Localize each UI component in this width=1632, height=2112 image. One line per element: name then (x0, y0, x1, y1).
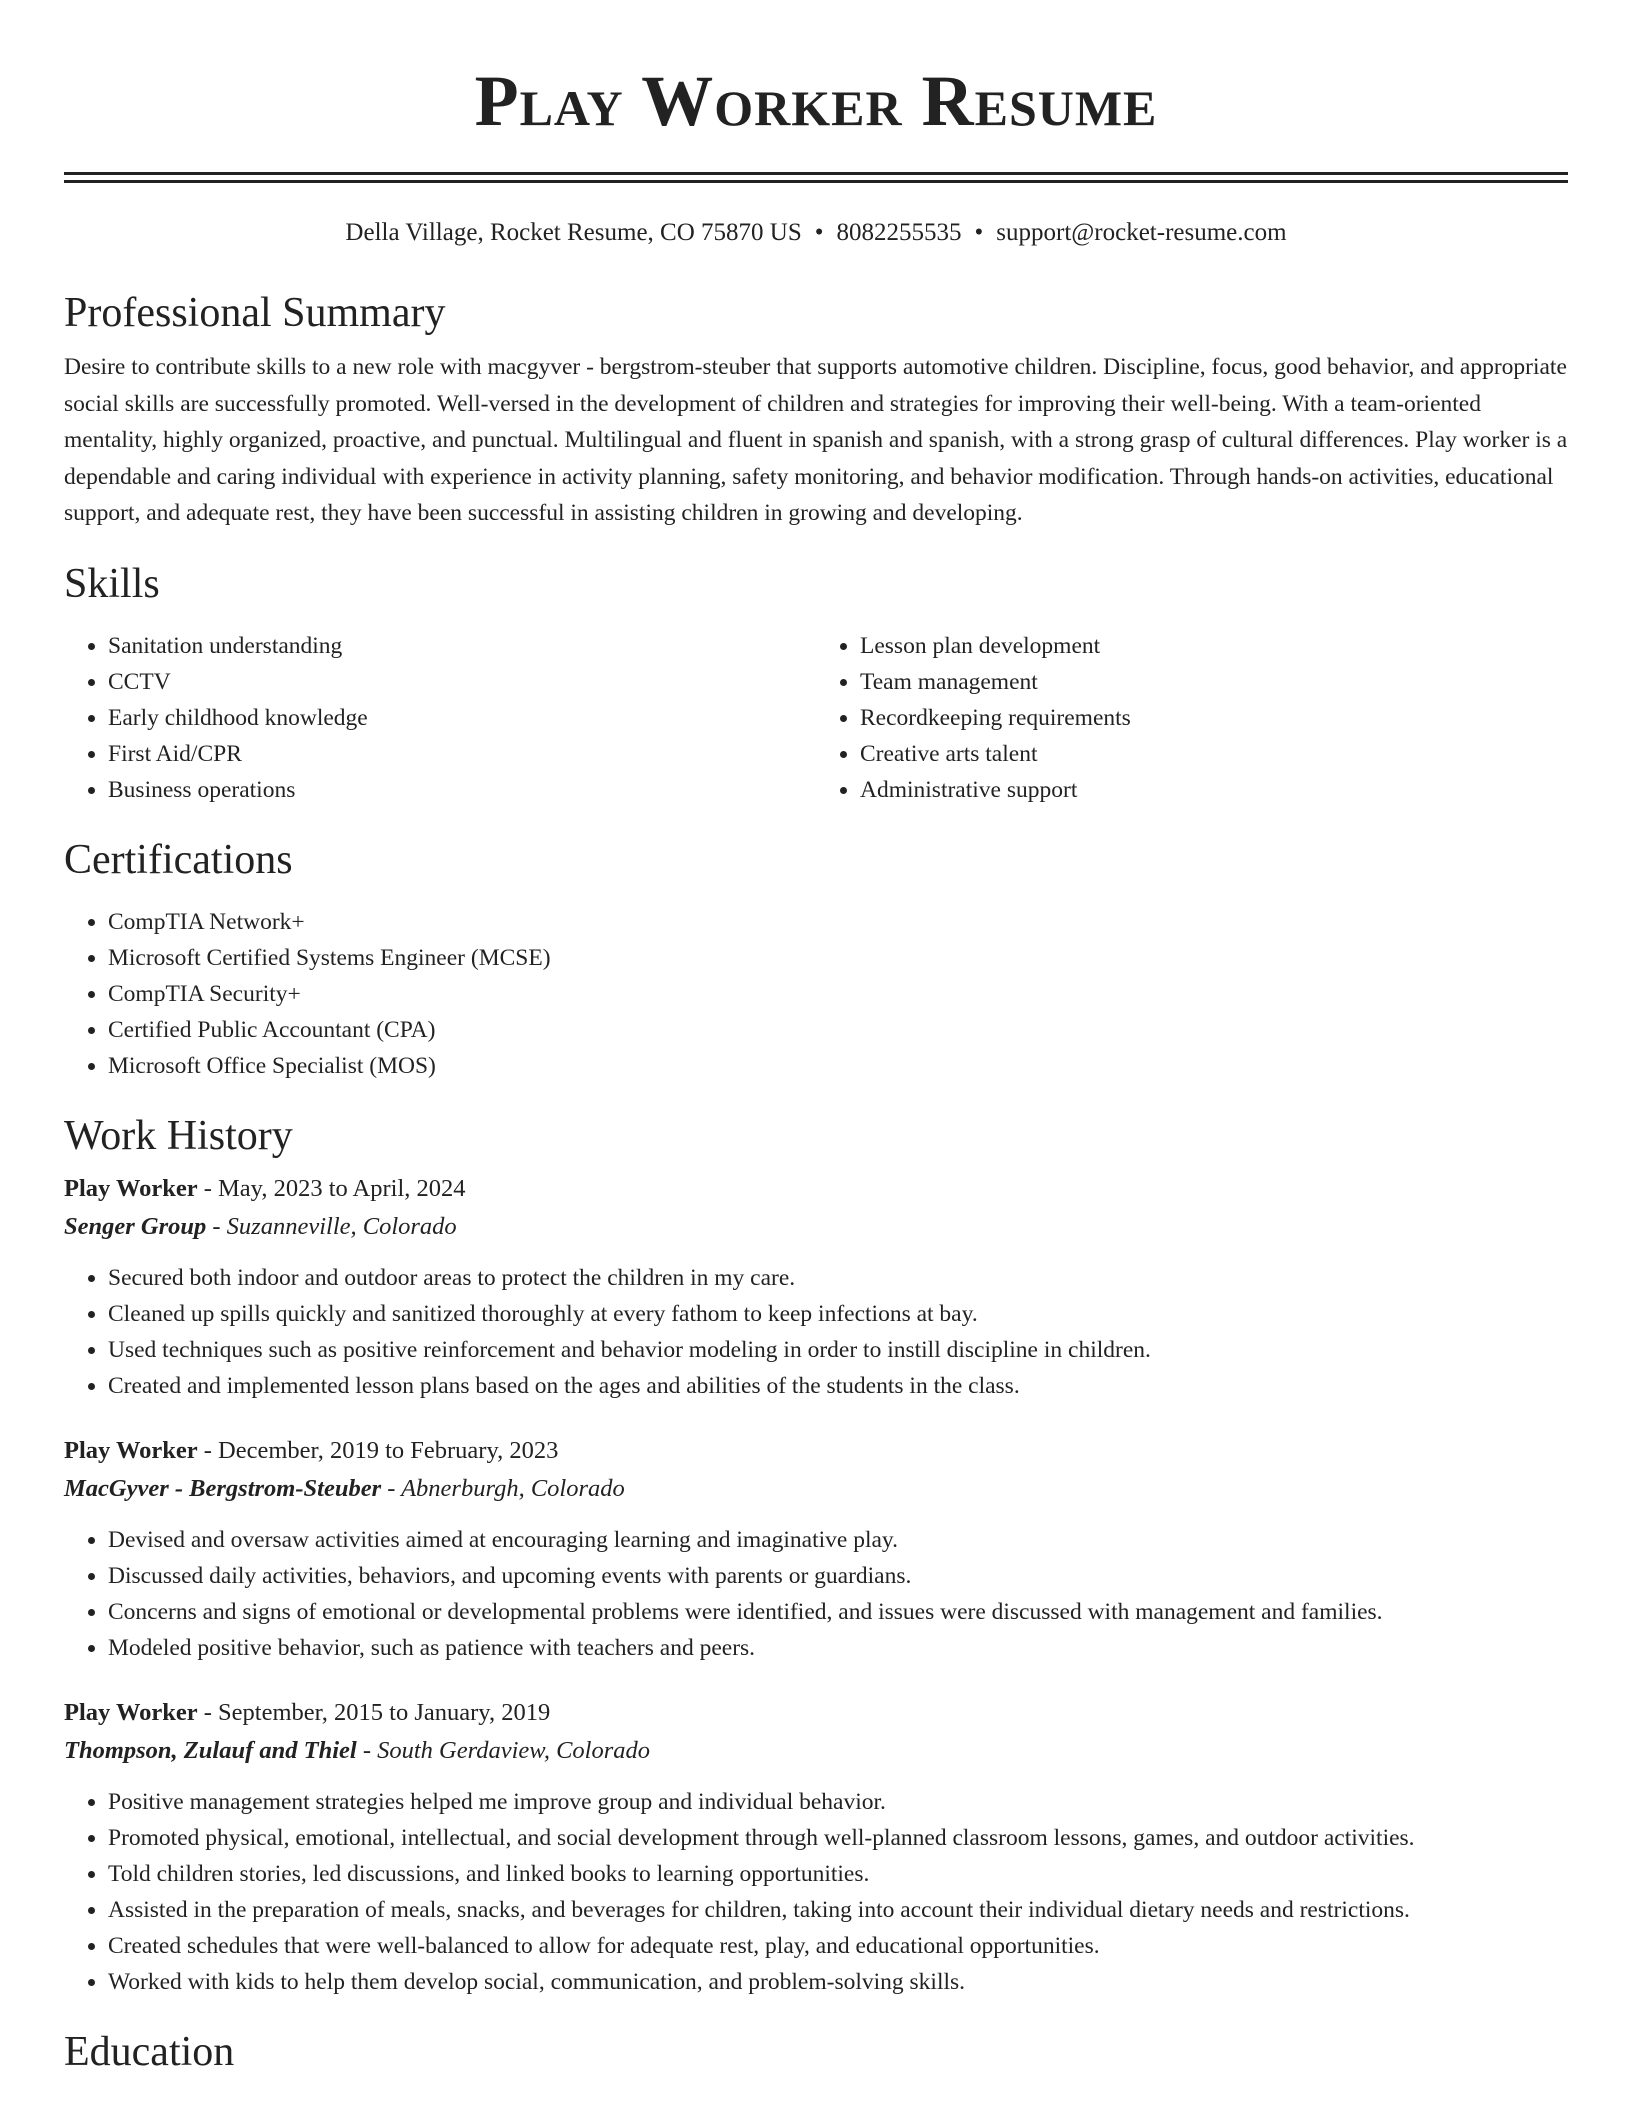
certification-item: • CompTIA Security+ (108, 976, 1568, 1012)
job-duty: • Discussed daily activities, behaviors, and upcoming events with parents or guardians. (108, 1558, 1568, 1594)
skills-columns (64, 628, 1568, 808)
skill-item: • CCTV (108, 664, 816, 700)
skill-item: • Recordkeeping requirements (860, 700, 1568, 736)
company-line (64, 1732, 1568, 1770)
work-history-heading: Work History (64, 1112, 293, 1159)
company-line (64, 1470, 1568, 1508)
work-history-section (64, 1110, 1568, 2000)
skill-item: • First Aid/CPR (108, 736, 816, 772)
contact-address: Della Village, Rocket Resume, CO 75870 US (345, 219, 802, 246)
summary-heading: Professional Summary (64, 290, 446, 336)
skills-list-left (64, 628, 816, 808)
job-duties-list (64, 1522, 1568, 1666)
skill-item: • Creative arts talent (860, 736, 1568, 772)
certification-item: • Microsoft Certified Systems Engineer (MCSE) (108, 940, 1568, 976)
job-duty: • Created and implemented lesson plans based on the ages and abilities of the students in the class. (108, 1368, 1568, 1404)
company-location: - Suzanneville, Colorado (206, 1212, 457, 1240)
job-title-line (64, 1170, 1568, 1208)
job-duty: • Secured both indoor and outdoor areas to protect the children in my care. (108, 1260, 1568, 1296)
job-dates: - September, 2015 to January, 2019 (197, 1698, 551, 1726)
job-duty: • Concerns and signs of emotional or developmental problems were identified, and issues were discussed with management and families. (108, 1594, 1568, 1630)
resume-title: Play Worker Resume (474, 61, 1158, 141)
contact-separator: • (974, 219, 984, 246)
certifications-list (64, 904, 1568, 1084)
company-location: - Abnerburgh, Colorado (381, 1474, 625, 1502)
certifications-heading: Certifications (64, 836, 293, 883)
company-name: MacGyver - Bergstrom-Steuber (64, 1474, 382, 1502)
contact-phone: 8082255535 (836, 219, 962, 246)
job-duty: • Told children stories, led discussions, and linked books to learning opportunities. (108, 1856, 1568, 1892)
education-heading: Education (64, 2028, 235, 2075)
job-dates: - May, 2023 to April, 2024 (197, 1174, 466, 1202)
job-title: Play Worker (64, 1174, 198, 1202)
company-line (64, 1208, 1568, 1246)
skill-item: • Lesson plan development (860, 628, 1568, 664)
contact-line (64, 217, 1568, 249)
skills-section (64, 558, 1568, 808)
job-title: Play Worker (64, 1698, 198, 1726)
certifications-section (64, 834, 1568, 1084)
education-section (64, 2026, 1568, 2078)
company-location: - South Gerdaview, Colorado (356, 1736, 650, 1764)
job-duty: • Devised and oversaw activities aimed at encouraging learning and imaginative play. (108, 1522, 1568, 1558)
job-duty: • Assisted in the preparation of meals, snacks, and beverages for children, taking into account their individual dietary needs and restrictions. (108, 1892, 1568, 1928)
job-entry (64, 1694, 1568, 2000)
job-entry (64, 1432, 1568, 1666)
summary-text: Desire to contribute skills to a new role with macgyver - bergstrom-steuber that supports automotive children. Discipline, focus, good behavior, and appropriate social skills are successfully promoted. Well-versed in the development of children and strategies for improving their well-being. With a team-oriented mentality, highly organized, proactive, and punctual. Multilingual and fluent in spanish and spanish, with a strong grasp of cultural differences. Play worker is a dependable and caring individual with experience in activity planning, safety monitoring, and behavior modification. Through hands-on activities, educational support, and adequate rest, they have been successful in assisting children in growing and developing. (64, 354, 1568, 526)
certification-item: • Certified Public Accountant (CPA) (108, 1012, 1568, 1048)
job-duties-list (64, 1260, 1568, 1404)
job-duty: • Used techniques such as positive reinforcement and behavior modeling in order to instill discipline in children. (108, 1332, 1568, 1368)
job-duty: • Cleaned up spills quickly and sanitized thoroughly at every fathom to keep infections at bay. (108, 1296, 1568, 1332)
job-duty: • Positive management strategies helped me improve group and individual behavior. (108, 1784, 1568, 1820)
job-title-line (64, 1694, 1568, 1732)
job-duty: • Worked with kids to help them develop social, communication, and problem-solving skills. (108, 1964, 1568, 2000)
certification-item: • Microsoft Office Specialist (MOS) (108, 1048, 1568, 1084)
job-duty: • Modeled positive behavior, such as patience with teachers and peers. (108, 1630, 1568, 1666)
contact-email: support@rocket-resume.com (996, 219, 1287, 246)
skill-item: • Business operations (108, 772, 816, 808)
certification-item: • CompTIA Network+ (108, 904, 1568, 940)
job-dates: - December, 2019 to February, 2023 (197, 1436, 559, 1464)
company-name: Senger Group (64, 1212, 207, 1240)
skills-heading: Skills (64, 560, 160, 607)
contact-separator: • (814, 219, 824, 246)
title-divider (64, 172, 1568, 183)
skills-list-right (816, 628, 1568, 808)
skill-item: • Early childhood knowledge (108, 700, 816, 736)
job-title-line (64, 1432, 1568, 1470)
job-entry (64, 1170, 1568, 1404)
company-name: Thompson, Zulauf and Thiel (64, 1736, 357, 1764)
skill-item: • Team management (860, 664, 1568, 700)
skill-item: • Sanitation understanding (108, 628, 816, 664)
summary-section (64, 287, 1568, 532)
job-duty: • Promoted physical, emotional, intellectual, and social development through well-planned classroom lessons, games, and outdoor activities. (108, 1820, 1568, 1856)
job-duty: • Created schedules that were well-balanced to allow for adequate rest, play, and educational opportunities. (108, 1928, 1568, 1964)
job-duties-list (64, 1784, 1568, 2000)
skill-item: • Administrative support (860, 772, 1568, 808)
job-title: Play Worker (64, 1436, 198, 1464)
